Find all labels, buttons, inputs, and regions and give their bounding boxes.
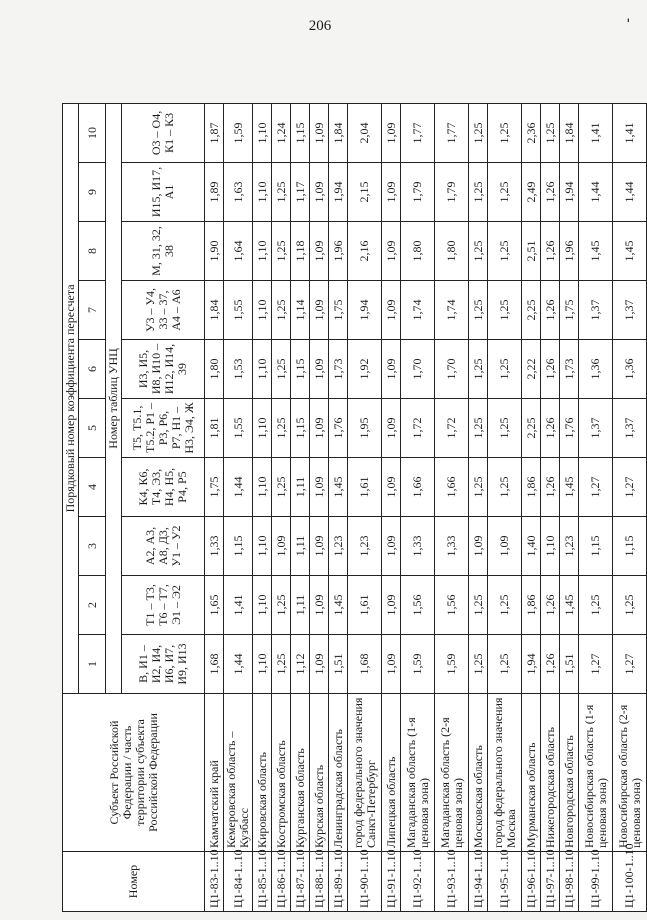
coefficient-cell: 1,09 xyxy=(310,163,329,222)
coefficient-cell: 1,63 xyxy=(224,163,253,222)
coefficient-cell: 1,10 xyxy=(253,163,272,222)
corner-mark: ˈ xyxy=(624,14,632,39)
coefficient-cell: 1,80 xyxy=(401,222,435,281)
coefficient-cell: 1,25 xyxy=(469,340,488,399)
coefficient-cell: 1,72 xyxy=(435,399,469,458)
coefficient-cell: 1,25 xyxy=(488,635,522,694)
coefficient-cell: 1,45 xyxy=(560,576,579,635)
coefficient-cell: 1,26 xyxy=(541,281,560,340)
coefficient-cell: 1,73 xyxy=(560,340,579,399)
row-code: Ц1-89-1..10 xyxy=(329,852,348,912)
coefficient-cell: 1,09 xyxy=(272,517,291,576)
header-col-number: 8 xyxy=(79,222,106,281)
coefficient-cell: 1,09 xyxy=(382,103,401,162)
header-table-codes: А2, А3, А8, Д3, У1 – У2 xyxy=(122,517,205,576)
coefficient-cell: 1,96 xyxy=(329,222,348,281)
coefficient-cell: 1,66 xyxy=(401,458,435,517)
row-code: Ц1-85-1..10 xyxy=(253,852,272,912)
coefficient-cell: 1,09 xyxy=(382,222,401,281)
coefficient-cell: 1,09 xyxy=(310,340,329,399)
coefficient-cell: 1,70 xyxy=(435,340,469,399)
coefficient-cell: 1,81 xyxy=(205,399,224,458)
coefficient-cell: 1,37 xyxy=(579,399,613,458)
header-unc-tables: Номер таблиц УНЦ xyxy=(106,103,122,693)
header-table-codes: Т5, Т5.1, Т5.2, Р1 – Р3, Р6, Р7, Н1 – Н3, Э4, Ж xyxy=(122,399,205,458)
coefficient-cell: 1,55 xyxy=(224,281,253,340)
coefficient-cell: 1,10 xyxy=(253,399,272,458)
coefficient-cell: 1,79 xyxy=(401,163,435,222)
coefficient-cell: 1,84 xyxy=(329,103,348,162)
coefficient-cell: 1,84 xyxy=(560,103,579,162)
coefficient-cell: 1,09 xyxy=(382,517,401,576)
coefficient-cell: 1,37 xyxy=(613,281,647,340)
coefficient-cell: 1,68 xyxy=(348,635,382,694)
coefficient-cell: 1,33 xyxy=(205,517,224,576)
coefficient-cell: 1,25 xyxy=(488,458,522,517)
coefficient-cell: 1,94 xyxy=(348,281,382,340)
header-table-codes: М, 31, 32, 38 xyxy=(122,222,205,281)
row-subject-name: Новосибирская область (1-я ценовая зона) xyxy=(579,694,613,852)
table-row xyxy=(560,103,579,911)
coefficient-cell: 1,70 xyxy=(401,340,435,399)
coefficient-cell: 1,25 xyxy=(488,103,522,162)
coefficient-cell: 1,56 xyxy=(435,576,469,635)
header-col-number: 2 xyxy=(79,576,106,635)
header-col-number: 3 xyxy=(79,517,106,576)
header-table-codes: Т1 – Т3, Т6 – Т7, Э1 – Э2 xyxy=(122,576,205,635)
coefficient-cell: 1,96 xyxy=(560,222,579,281)
coefficient-cell: 1,66 xyxy=(435,458,469,517)
coefficient-cell: 1,26 xyxy=(541,340,560,399)
coefficient-cell: 1,25 xyxy=(469,281,488,340)
coefficient-cell: 1,25 xyxy=(272,576,291,635)
coefficient-cell: 1,25 xyxy=(469,635,488,694)
coefficient-cell: 1,44 xyxy=(579,163,613,222)
coefficient-cell: 1,09 xyxy=(310,103,329,162)
coefficient-cell: 1,45 xyxy=(329,458,348,517)
coefficient-cell: 1,84 xyxy=(205,281,224,340)
coefficient-cell: 1,15 xyxy=(291,399,310,458)
coefficient-cell: 1,18 xyxy=(291,222,310,281)
coefficient-cell: 1,61 xyxy=(348,576,382,635)
header-col-number: 6 xyxy=(79,340,106,399)
header-col-number: 9 xyxy=(79,163,106,222)
row-subject-name: Магаданская область (1-я ценовая зона) xyxy=(401,694,435,852)
coefficient-cell: 1,76 xyxy=(560,399,579,458)
coefficient-cell: 1,25 xyxy=(272,340,291,399)
coefficient-cell: 1,53 xyxy=(224,340,253,399)
coefficient-cell: 1,26 xyxy=(541,163,560,222)
table-row xyxy=(401,103,435,911)
coefficient-cell: 1,94 xyxy=(560,163,579,222)
coefficient-cell: 1,59 xyxy=(401,635,435,694)
coefficient-cell: 1,26 xyxy=(541,222,560,281)
coefficient-cell: 1,36 xyxy=(613,340,647,399)
row-subject-name: город федерального значения Санкт-Петербург xyxy=(348,694,382,852)
coefficient-cell: 1,27 xyxy=(613,635,647,694)
coefficient-cell: 1,72 xyxy=(401,399,435,458)
row-subject-name: Московская область xyxy=(469,694,488,852)
coefficient-cell: 1,94 xyxy=(522,635,541,694)
coefficient-cell: 1,10 xyxy=(253,222,272,281)
table-row xyxy=(541,103,560,911)
coefficient-cell: 1,64 xyxy=(224,222,253,281)
rotated-table-container xyxy=(62,104,643,912)
row-subject-name: Липецкая область xyxy=(382,694,401,852)
row-code: Ц1-98-1..10 xyxy=(560,852,579,912)
coefficient-cell: 1,33 xyxy=(435,517,469,576)
coefficient-cell: 1,09 xyxy=(382,576,401,635)
coefficient-cell: 1,27 xyxy=(613,458,647,517)
header-table-codes: В, И1 – И2, И4, И6, И7, И9, И13 xyxy=(122,635,205,694)
coefficient-cell: 1,59 xyxy=(224,103,253,162)
row-subject-name: Кемеровская область – Кузбасс xyxy=(224,694,253,852)
coefficient-cell: 1,41 xyxy=(224,576,253,635)
header-number: Номер xyxy=(63,852,205,912)
coefficient-cell: 1,10 xyxy=(253,576,272,635)
table-row xyxy=(329,103,348,911)
coefficient-cell: 1,86 xyxy=(522,576,541,635)
coefficient-cell: 1,74 xyxy=(435,281,469,340)
table-row xyxy=(272,103,291,911)
coefficient-cell: 1,09 xyxy=(310,281,329,340)
coefficient-cell: 1,09 xyxy=(310,517,329,576)
coefficient-cell: 1,09 xyxy=(469,517,488,576)
row-subject-name: Мурманская область xyxy=(522,694,541,852)
row-subject-name: Ленинградская область xyxy=(329,694,348,852)
coefficient-cell: 1,80 xyxy=(205,340,224,399)
coefficient-cell: 1,25 xyxy=(272,281,291,340)
table-row xyxy=(348,103,382,911)
coefficient-cell: 1,15 xyxy=(224,517,253,576)
coefficient-cell: 1,92 xyxy=(348,340,382,399)
header-col-number: 10 xyxy=(79,103,106,162)
coefficient-cell: 1,10 xyxy=(253,458,272,517)
coefficient-cell: 1,09 xyxy=(382,281,401,340)
coefficient-cell: 1,87 xyxy=(205,103,224,162)
coefficient-cell: 1,26 xyxy=(541,576,560,635)
header-table-codes: И3, И5, И8, И10 – И12, И14, 39 xyxy=(122,340,205,399)
coefficient-cell: 1,10 xyxy=(253,340,272,399)
coefficient-cell: 1,89 xyxy=(205,163,224,222)
row-code: Ц1-88-1..10 xyxy=(310,852,329,912)
row-code: Ц1-84-1..10 xyxy=(224,852,253,912)
coefficient-cell: 1,25 xyxy=(272,458,291,517)
coefficient-cell: 1,79 xyxy=(435,163,469,222)
coefficient-cell: 1,77 xyxy=(435,103,469,162)
coefficient-cell: 1,25 xyxy=(272,222,291,281)
row-code: Ц1-86-1..10 xyxy=(272,852,291,912)
coefficient-table xyxy=(62,103,647,912)
coefficient-cell: 1,75 xyxy=(329,281,348,340)
coefficient-cell: 1,25 xyxy=(469,458,488,517)
header-col-number: 1 xyxy=(79,635,106,694)
coefficient-cell: 1,37 xyxy=(613,399,647,458)
coefficient-cell: 1,56 xyxy=(401,576,435,635)
coefficient-cell: 1,26 xyxy=(541,635,560,694)
coefficient-cell: 1,10 xyxy=(253,517,272,576)
page-number: 206 xyxy=(308,18,332,34)
coefficient-cell: 1,25 xyxy=(469,222,488,281)
coefficient-cell: 2,25 xyxy=(522,281,541,340)
row-code: Ц1-94-1..10 xyxy=(469,852,488,912)
table-row xyxy=(579,103,613,911)
coefficient-cell: 1,36 xyxy=(579,340,613,399)
coefficient-cell: 1,95 xyxy=(348,399,382,458)
row-subject-name: город федерального значения Москва xyxy=(488,694,522,852)
coefficient-cell: 1,24 xyxy=(272,103,291,162)
coefficient-cell: 1,25 xyxy=(488,281,522,340)
coefficient-cell: 2,22 xyxy=(522,340,541,399)
coefficient-cell: 1,25 xyxy=(469,163,488,222)
header-table-codes: И15, И17, А1 xyxy=(122,163,205,222)
coefficient-cell: 1,44 xyxy=(613,163,647,222)
row-subject-name: Нижегородская область xyxy=(541,694,560,852)
coefficient-cell: 1,25 xyxy=(488,222,522,281)
header-table-codes: У3 – У4, 33 – 37, А4 – А6 xyxy=(122,281,205,340)
coefficient-cell: 1,40 xyxy=(522,517,541,576)
coefficient-cell: 1,74 xyxy=(401,281,435,340)
coefficient-cell: 1,09 xyxy=(488,517,522,576)
coefficient-cell: 2,51 xyxy=(522,222,541,281)
coefficient-cell: 1,94 xyxy=(329,163,348,222)
coefficient-cell: 1,10 xyxy=(541,517,560,576)
table-row xyxy=(205,103,224,911)
row-code: Ц1-83-1..10 xyxy=(205,852,224,912)
coefficient-cell: 1,44 xyxy=(224,635,253,694)
row-subject-name: Камчатский край xyxy=(205,694,224,852)
coefficient-cell: 1,09 xyxy=(382,458,401,517)
header-col-number: 7 xyxy=(79,281,106,340)
row-code: Ц1-96-1..10 xyxy=(522,852,541,912)
coefficient-cell: 1,45 xyxy=(329,576,348,635)
table-row xyxy=(224,103,253,911)
row-code: Ц1-95-1..10 xyxy=(488,852,522,912)
coefficient-cell: 1,15 xyxy=(613,517,647,576)
coefficient-cell: 1,45 xyxy=(560,458,579,517)
coefficient-cell: 1,15 xyxy=(579,517,613,576)
coefficient-cell: 1,51 xyxy=(560,635,579,694)
coefficient-cell: 1,25 xyxy=(488,340,522,399)
row-subject-name: Кировская область xyxy=(253,694,272,852)
header-col-number: 5 xyxy=(79,399,106,458)
coefficient-cell: 1,25 xyxy=(469,399,488,458)
row-code: Ц1-100-1..10 xyxy=(613,852,647,912)
coefficient-cell: 1,75 xyxy=(205,458,224,517)
table-row xyxy=(469,103,488,911)
row-code: Ц1-91-1..10 xyxy=(382,852,401,912)
coefficient-cell: 1,09 xyxy=(310,222,329,281)
coefficient-cell: 1,27 xyxy=(579,458,613,517)
coefficient-cell: 1,15 xyxy=(291,103,310,162)
row-code: Ц1-92-1..10 xyxy=(401,852,435,912)
table-row xyxy=(488,103,522,911)
coefficient-cell: 1,41 xyxy=(579,103,613,162)
coefficient-cell: 1,25 xyxy=(272,635,291,694)
table-row xyxy=(522,103,541,911)
coefficient-cell: 1,51 xyxy=(329,635,348,694)
coefficient-cell: 1,61 xyxy=(348,458,382,517)
coefficient-cell: 1,25 xyxy=(541,103,560,162)
table-row xyxy=(435,103,469,911)
coefficient-cell: 1,65 xyxy=(205,576,224,635)
table-row xyxy=(253,103,272,911)
row-code: Ц1-93-1..10 xyxy=(435,852,469,912)
coefficient-cell: 1,09 xyxy=(382,399,401,458)
coefficient-cell: 2,36 xyxy=(522,103,541,162)
row-code: Ц1-97-1..10 xyxy=(541,852,560,912)
coefficient-cell: 1,09 xyxy=(310,399,329,458)
coefficient-cell: 1,09 xyxy=(310,458,329,517)
coefficient-cell: 1,10 xyxy=(253,103,272,162)
coefficient-cell: 1,14 xyxy=(291,281,310,340)
coefficient-cell: 1,09 xyxy=(382,340,401,399)
table-row xyxy=(382,103,401,911)
table-row xyxy=(613,103,647,911)
coefficient-cell: 1,09 xyxy=(382,635,401,694)
coefficient-cell: 1,12 xyxy=(291,635,310,694)
header-subject: Субъект Российской Федерации / часть территории субъекта Российской Федерации xyxy=(63,694,205,852)
coefficient-cell: 1,25 xyxy=(272,399,291,458)
coefficient-cell: 1,55 xyxy=(224,399,253,458)
coefficient-cell: 1,80 xyxy=(435,222,469,281)
coefficient-cell: 1,23 xyxy=(560,517,579,576)
coefficient-cell: 1,44 xyxy=(224,458,253,517)
coefficient-cell: 1,11 xyxy=(291,458,310,517)
coefficient-cell: 1,11 xyxy=(291,576,310,635)
coefficient-cell: 1,25 xyxy=(579,576,613,635)
row-subject-name: Костромская область xyxy=(272,694,291,852)
coefficient-cell: 1,10 xyxy=(253,281,272,340)
coefficient-cell: 1,45 xyxy=(579,222,613,281)
row-subject-name: Курская область xyxy=(310,694,329,852)
coefficient-cell: 1,09 xyxy=(382,163,401,222)
row-subject-name: Новгородская область xyxy=(560,694,579,852)
coefficient-cell: 1,33 xyxy=(401,517,435,576)
row-code: Ц1-90-1..10 xyxy=(348,852,382,912)
coefficient-cell: 1,59 xyxy=(435,635,469,694)
coefficient-cell: 1,73 xyxy=(329,340,348,399)
row-subject-name: Курганская область xyxy=(291,694,310,852)
row-code: Ц1-87-1..10 xyxy=(291,852,310,912)
coefficient-cell: 1,25 xyxy=(488,399,522,458)
coefficient-cell: 1,15 xyxy=(291,340,310,399)
coefficient-cell: 1,23 xyxy=(348,517,382,576)
coefficient-cell: 1,25 xyxy=(469,103,488,162)
coefficient-cell: 1,75 xyxy=(560,281,579,340)
row-code: Ц1-99-1..10 xyxy=(579,852,613,912)
coefficient-cell: 1,37 xyxy=(579,281,613,340)
coefficient-cell: 1,09 xyxy=(310,576,329,635)
coefficient-cell: 2,25 xyxy=(522,399,541,458)
table-row xyxy=(291,103,310,911)
coefficient-cell: 1,26 xyxy=(541,399,560,458)
header-col-number: 4 xyxy=(79,458,106,517)
coefficient-cell: 1,25 xyxy=(488,576,522,635)
coefficient-cell: 2,49 xyxy=(522,163,541,222)
coefficient-cell: 2,04 xyxy=(348,103,382,162)
coefficient-cell: 1,68 xyxy=(205,635,224,694)
coefficient-cell: 2,16 xyxy=(348,222,382,281)
coefficient-cell: 1,17 xyxy=(291,163,310,222)
coefficient-cell: 1,86 xyxy=(522,458,541,517)
coefficient-cell: 1,25 xyxy=(613,576,647,635)
row-subject-name: Магаданская область (2-я ценовая зона) xyxy=(435,694,469,852)
coefficient-cell: 1,25 xyxy=(469,576,488,635)
coefficient-cell: 1,26 xyxy=(541,458,560,517)
coefficient-cell: 1,25 xyxy=(488,163,522,222)
header-table-codes: О3 – О4, К1 – К3 xyxy=(122,103,205,162)
coefficient-cell: 1,90 xyxy=(205,222,224,281)
coefficient-cell: 1,23 xyxy=(329,517,348,576)
coefficient-cell: 2,15 xyxy=(348,163,382,222)
coefficient-cell: 1,09 xyxy=(310,635,329,694)
coefficient-cell: 1,25 xyxy=(272,163,291,222)
coefficient-cell: 1,41 xyxy=(613,103,647,162)
coefficient-cell: 1,27 xyxy=(579,635,613,694)
coefficient-cell: 1,11 xyxy=(291,517,310,576)
coefficient-cell: 1,10 xyxy=(253,635,272,694)
header-table-codes: К4, К6, Т4, Э3, Н4, Н5, Р4, Р5 xyxy=(122,458,205,517)
coefficient-cell: 1,76 xyxy=(329,399,348,458)
coefficient-cell: 1,77 xyxy=(401,103,435,162)
table-row xyxy=(310,103,329,911)
coefficient-cell: 1,45 xyxy=(613,222,647,281)
header-coefficient: Порядковый номер коэффициента пересчета xyxy=(63,103,79,693)
row-subject-name: Новосибирская область (2-я ценовая зона) xyxy=(613,694,647,852)
